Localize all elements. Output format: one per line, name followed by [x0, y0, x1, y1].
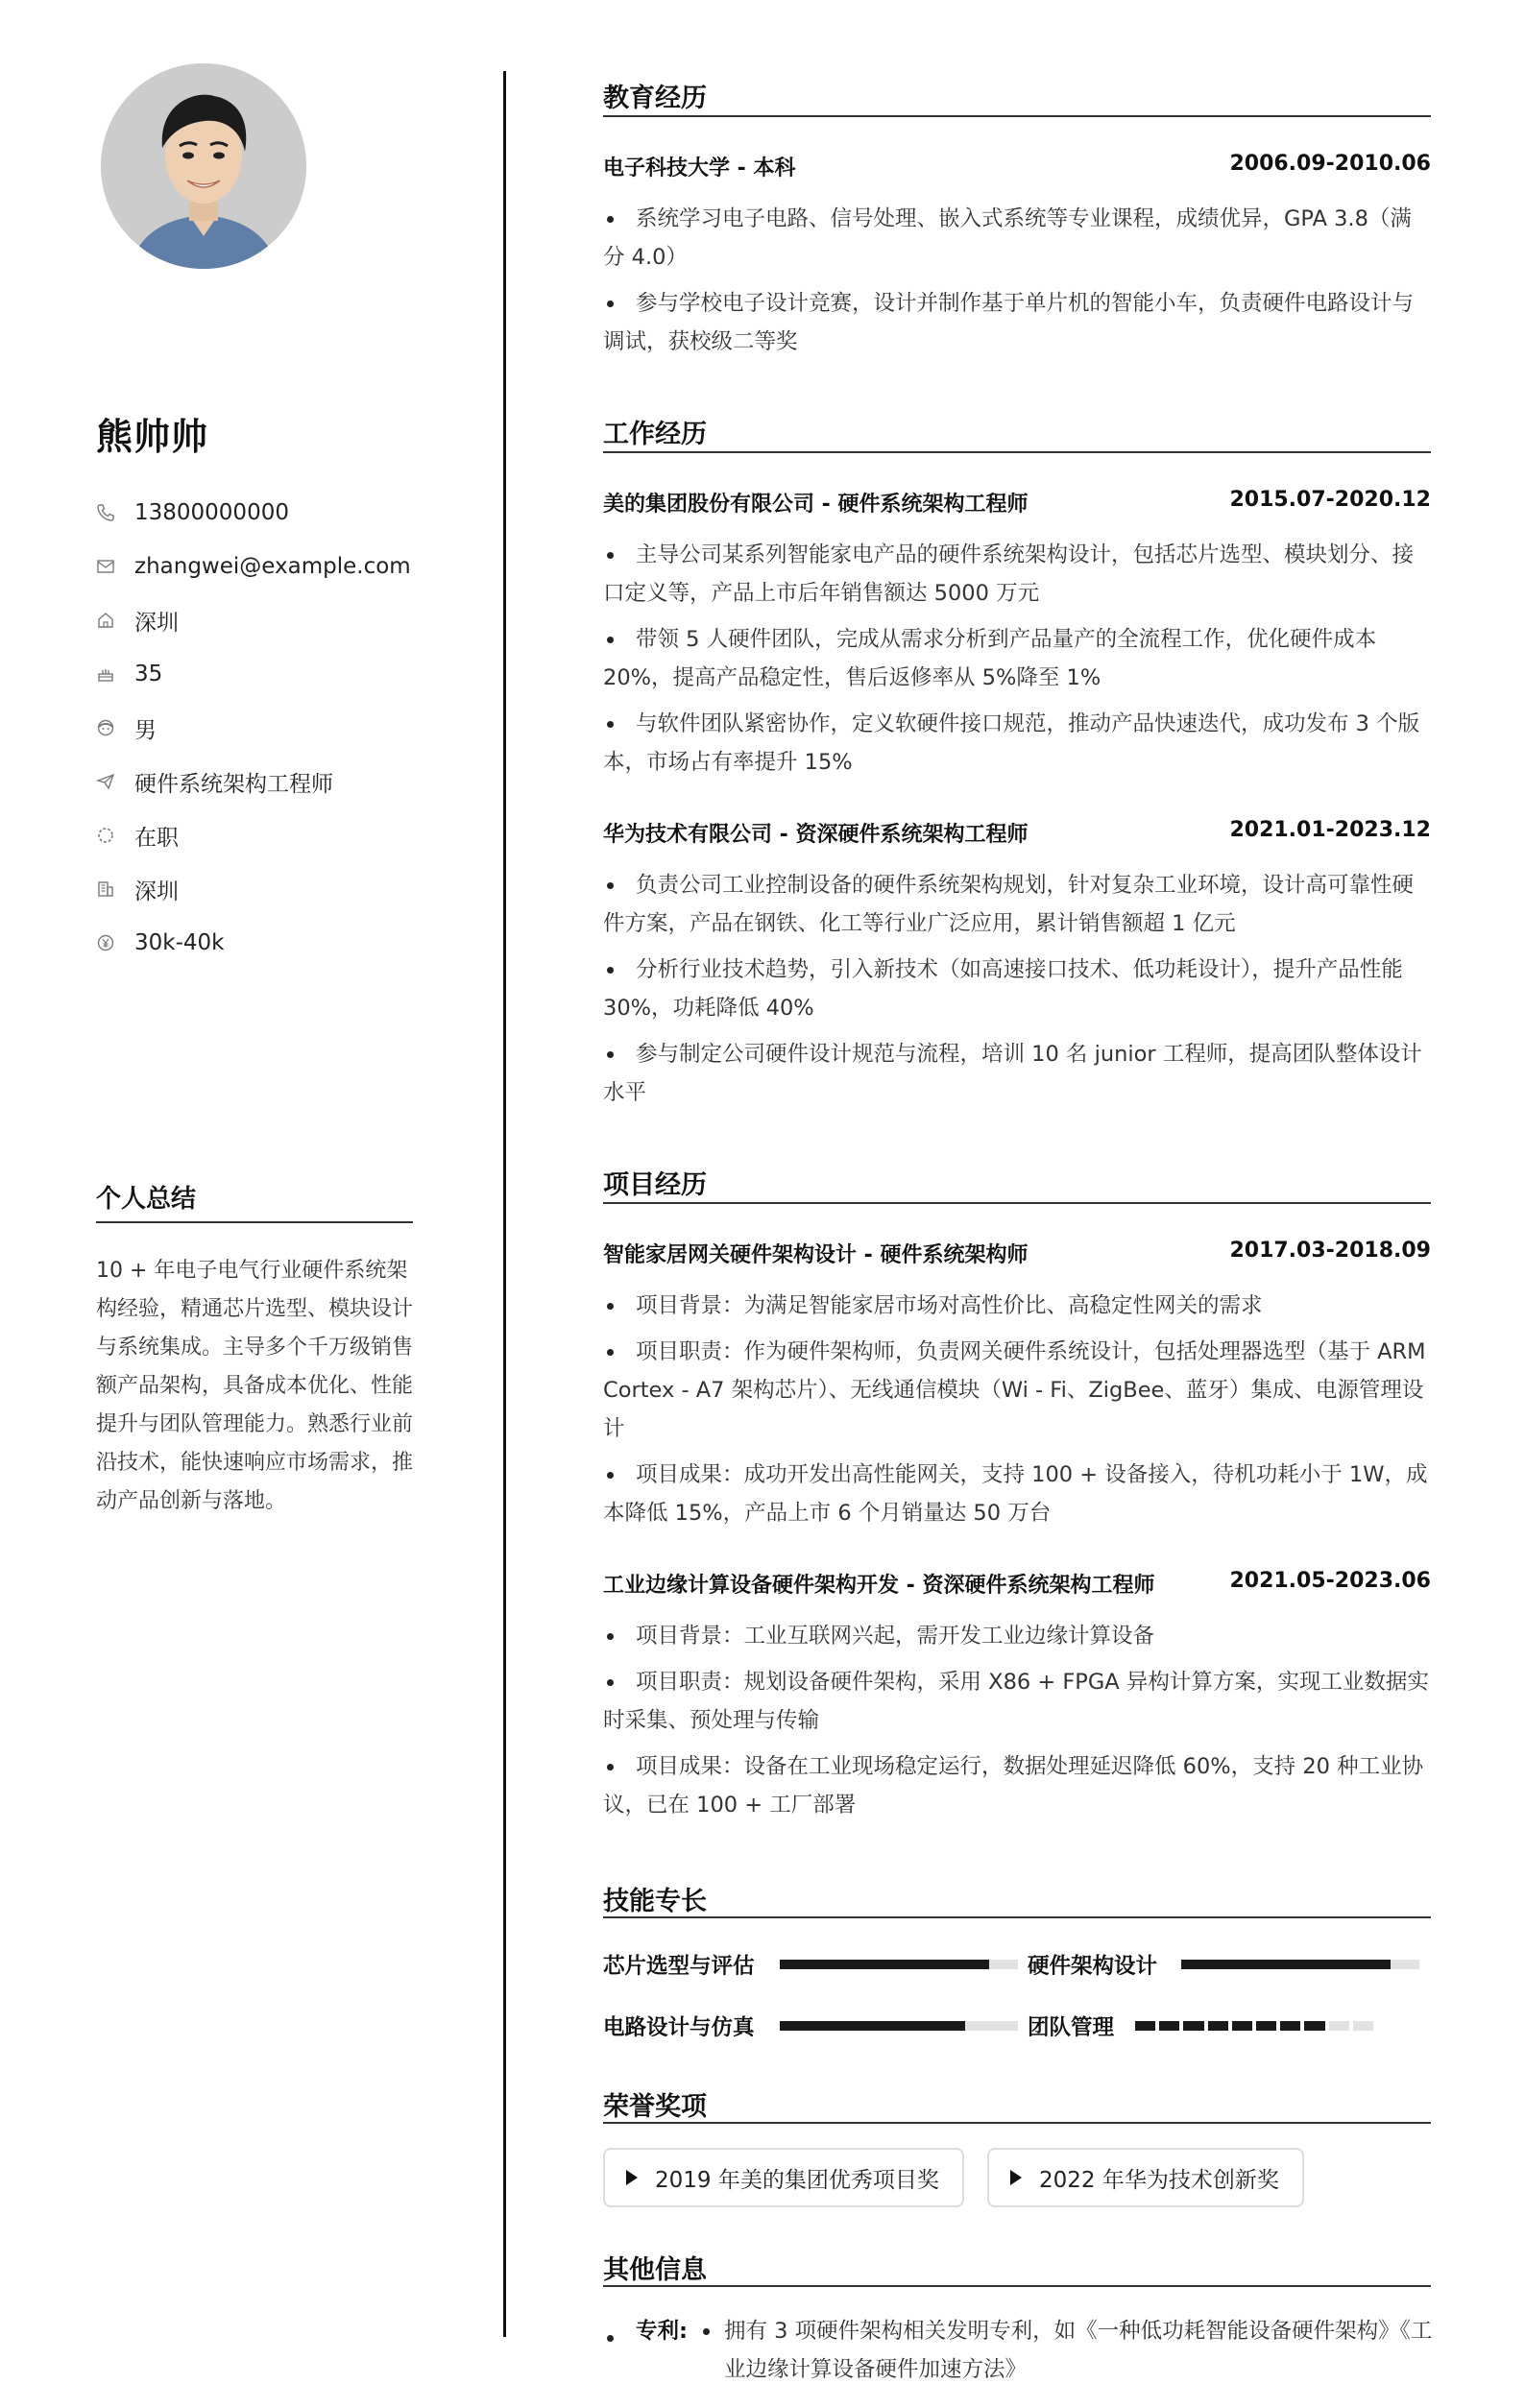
sidebar — [0, 0, 499, 2408]
project-entry-1-header — [603, 1239, 1431, 1268]
skill-level-segment — [1256, 2021, 1276, 2031]
bullet-dot — [693, 2312, 724, 2389]
location-text: 深圳 — [134, 610, 179, 636]
skill-level-segment — [1159, 2021, 1179, 2031]
phone-icon — [96, 502, 134, 523]
awards-divider — [603, 2122, 1431, 2124]
info-gender — [96, 701, 411, 755]
work-entry-1-header — [603, 488, 1431, 518]
status-icon — [96, 825, 134, 846]
list-item: 负责公司工业控制设备的硬件系统架构规划，针对复杂工业环境，设计高可靠性硬件方案，产品在钢铁、化工等行业广泛应用，累计销售额超 1 亿元 — [603, 866, 1431, 943]
list-item: 项目成果：设备在工业现场稳定运行，数据处理延迟降低 60%，支持 20 种工业协议，已在 100 + 工厂部署 — [603, 1747, 1431, 1824]
mail-icon — [96, 556, 134, 577]
skill-label: 硬件架构设计 — [1028, 1954, 1158, 1979]
list-item: 系统学习电子电路、信号处理、嵌入式系统等专业课程，成绩优异，GPA 3.8（满分 4.0） — [603, 200, 1431, 277]
other-divider — [603, 2285, 1431, 2287]
contact-info-list — [96, 486, 411, 970]
skill-level-segment — [1353, 2021, 1373, 2031]
info-city — [96, 862, 411, 916]
skill-level-segment — [1304, 2021, 1324, 2031]
award-label: 2019 年美的集团优秀项目奖 — [655, 2167, 939, 2193]
skill-chip-selection — [603, 1949, 1018, 1980]
gender-text: 男 — [134, 717, 157, 743]
skills-divider — [603, 1916, 1431, 1918]
award-tag — [987, 2148, 1304, 2207]
city-text: 深圳 — [134, 879, 179, 904]
summary-text: 10 + 年电子电气行业硬件系统架构经验，精通芯片选型、模块设计与系统集成。主导多个千万级销售额产品架构，具备成本优化、性能提升与团队管理能力。熟悉行业前沿技术，能快速响应市场需求，推动产品创新与落地。 — [96, 1259, 414, 1513]
skill-circuit-design — [603, 2011, 1018, 2041]
email-text: zhangwei@example.com — [134, 554, 411, 579]
project-entry-2-bullets — [603, 1617, 1431, 1832]
skill-level-bar — [780, 1960, 1018, 1969]
play-icon — [626, 2170, 638, 2185]
home-icon — [96, 610, 134, 631]
list-item: 项目职责：规划设备硬件架构，采用 X86 + FPGA 异构计算方案，实现工业数据实时采集、预处理与传输 — [603, 1663, 1431, 1740]
skill-level-segment — [1232, 2021, 1252, 2031]
summary-title: 个人总结 — [96, 1185, 197, 1214]
column-divider — [503, 71, 506, 2337]
list-item: 项目成果：成功开发出高性能网关，支持 100 + 设备接入，待机功耗小于 1W，成本降低 15%，产品上市 6 个月销量达 50 万台 — [603, 1456, 1431, 1532]
entry-heading: 电子科技大学 - 本科 — [603, 157, 796, 181]
entry-date: 2017.03-2018.09 — [1229, 1239, 1431, 1263]
gender-icon — [96, 717, 134, 738]
position-text: 硬件系统架构工程师 — [134, 771, 333, 797]
work-entry-1-bullets — [603, 536, 1431, 789]
projects-divider — [603, 1202, 1431, 1204]
list-item — [603, 2312, 1439, 2389]
work-entry-2-bullets — [603, 866, 1431, 1120]
skill-level-fill — [780, 1960, 989, 1969]
patent-label: 专利: — [636, 2319, 688, 2344]
info-email — [96, 540, 411, 593]
entry-date: 2021.05-2023.06 — [1229, 1569, 1431, 1593]
cake-icon — [96, 663, 134, 685]
info-status — [96, 808, 411, 862]
skill-level-segment — [1183, 2021, 1203, 2031]
info-position — [96, 755, 411, 808]
list-item: 项目背景：工业互联网兴起，需开发工业边缘计算设备 — [603, 1617, 1431, 1655]
candidate-name: 熊帅帅 — [96, 416, 209, 458]
info-salary — [96, 916, 411, 970]
list-item: 分析行业技术趋势，引入新技术（如高速接口技术、低功耗设计），提升产品性能 30%，功耗降低 40% — [603, 951, 1431, 1027]
skill-level-segment — [1135, 2021, 1155, 2031]
skill-level-bar — [1135, 2021, 1373, 2031]
skill-level-bar — [1181, 1960, 1419, 1969]
skill-label: 电路设计与仿真 — [603, 2015, 755, 2040]
entry-heading: 美的集团股份有限公司 - 硬件系统架构工程师 — [603, 493, 1029, 517]
entry-date: 2006.09-2010.06 — [1229, 152, 1431, 176]
list-item: 参与制定公司硬件设计规范与流程，培训 10 名 junior 工程师，提高团队整体设计水平 — [603, 1035, 1431, 1112]
award-tag — [603, 2148, 964, 2207]
phone-text: 13800000000 — [134, 500, 289, 525]
summary-divider — [96, 1221, 413, 1223]
work-title: 工作经历 — [603, 420, 707, 449]
other-info — [603, 2312, 1439, 2389]
bullet-dot — [603, 2312, 636, 2389]
education-bullets — [603, 200, 1431, 369]
info-phone — [96, 486, 411, 540]
list-item: 项目职责：作为硬件架构师，负责网关硬件系统设计，包括处理器选型（基于 ARM Cortex - A7 架构芯片）、无线通信模块（Wi - Fi、ZigBee、蓝牙）集成、电源管理设计 — [603, 1333, 1431, 1448]
send-icon — [96, 771, 134, 792]
info-location — [96, 593, 411, 647]
play-icon — [1010, 2170, 1022, 2185]
skill-label: 团队管理 — [1028, 2015, 1115, 2040]
work-divider — [603, 451, 1431, 453]
project-entry-1-bullets — [603, 1287, 1431, 1540]
skill-label: 芯片选型与评估 — [603, 1954, 755, 1979]
skill-team-management — [1028, 2011, 1373, 2041]
work-entry-2-header — [603, 818, 1431, 848]
salary-icon — [96, 932, 134, 953]
status-text: 在职 — [134, 825, 179, 851]
salary-text: 30k-40k — [134, 930, 225, 955]
avatar — [101, 63, 306, 269]
entry-date: 2021.01-2023.12 — [1229, 818, 1431, 842]
list-item: 主导公司某系列智能家电产品的硬件系统架构设计，包括芯片选型、模块划分、接口定义等，产品上市后年销售额达 5000 万元 — [603, 536, 1431, 613]
skill-level-fill — [1181, 1960, 1391, 1969]
skill-level-fill — [780, 2021, 965, 2031]
list-item: 参与学校电子设计竞赛，设计并制作基于单片机的智能小车，负责硬件电路设计与调试，获校级二等奖 — [603, 284, 1431, 361]
skill-level-segment — [1280, 2021, 1300, 2031]
patent-text: 拥有 3 项硬件架构相关发明专利，如《一种低功耗智能设备硬件架构》《工业边缘计算设备硬件加速方法》 — [724, 2319, 1433, 2382]
entry-heading: 华为技术有限公司 - 资深硬件系统架构工程师 — [603, 823, 1029, 847]
education-title: 教育经历 — [603, 84, 707, 113]
entry-date: 2015.07-2020.12 — [1229, 488, 1431, 512]
skill-architecture — [1028, 1949, 1419, 1980]
other-title: 其他信息 — [603, 2255, 707, 2285]
age-text: 35 — [134, 662, 163, 686]
projects-title: 项目经历 — [603, 1170, 707, 1200]
awards-title: 荣誉奖项 — [603, 2092, 707, 2122]
list-item: 项目背景：为满足智能家居市场对高性价比、高稳定性网关的需求 — [603, 1287, 1431, 1325]
project-entry-2-header — [603, 1569, 1431, 1599]
education-entry-header — [603, 152, 1431, 181]
entry-heading: 智能家居网关硬件架构设计 - 硬件系统架构师 — [603, 1243, 1029, 1267]
award-label: 2022 年华为技术创新奖 — [1039, 2167, 1279, 2193]
skills-title: 技能专长 — [603, 1887, 707, 1916]
skill-level-bar — [780, 2021, 1018, 2031]
list-item: 与软件团队紧密协作，定义软硬件接口规范，推动产品快速迭代，成功发布 3 个版本，市场占有率提升 15% — [603, 705, 1431, 782]
building-icon — [96, 879, 134, 900]
education-divider — [603, 115, 1431, 117]
skill-level-segment — [1208, 2021, 1228, 2031]
avatar-portrait — [101, 63, 306, 269]
entry-heading: 工业边缘计算设备硬件架构开发 - 资深硬件系统架构工程师 — [603, 1574, 1155, 1598]
skill-level-segment — [1329, 2021, 1349, 2031]
list-item: 带领 5 人硬件团队，完成从需求分析到产品量产的全流程工作，优化硬件成本 20%，提高产品稳定性，售后返修率从 5%降至 1% — [603, 620, 1431, 697]
info-age — [96, 647, 411, 701]
